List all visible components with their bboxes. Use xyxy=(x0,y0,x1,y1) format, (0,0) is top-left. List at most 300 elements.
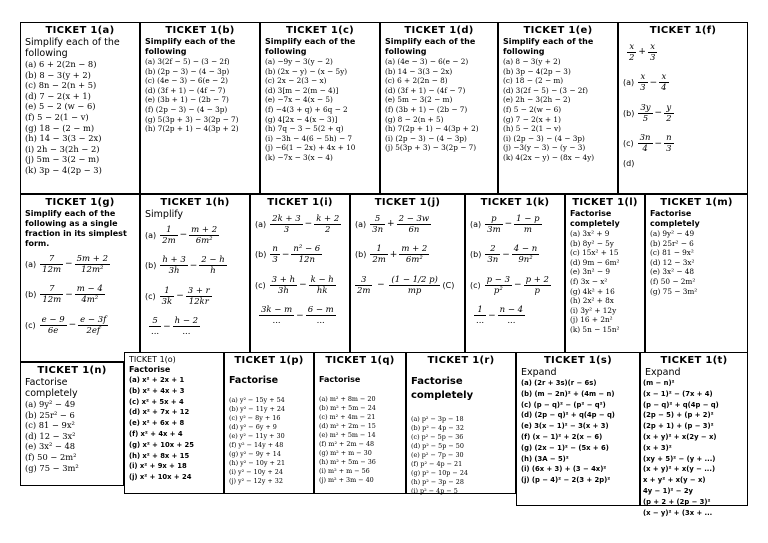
fraction: $\frac{n}{3}$ xyxy=(666,133,672,154)
fraction: $\frac{m + 2}{\text{6m²}}$ xyxy=(191,224,218,246)
nested-fraction: $\frac{3}{2m}$ − $\frac{(1 - 1/2 p)}{mp}$ (C) xyxy=(357,274,455,296)
question-list xyxy=(385,57,493,153)
instruction: Factorise completely xyxy=(411,376,474,401)
fraction: $\frac{m - 4}{\text{4m²}}$ xyxy=(76,284,103,305)
part-label: (c) xyxy=(25,320,36,330)
question-item: (k) 5n − 15n² xyxy=(570,324,620,334)
question-item: (j) (p − 4)² − 2(3 + 2p)² xyxy=(521,476,611,485)
question-item: (e) 5m − 3(2 − m) xyxy=(385,95,453,105)
question-item: (2p − 5) + (p + 2)² xyxy=(643,411,714,420)
question-item: (b) 14 − 3(3 − 2x) xyxy=(385,66,453,76)
ticket-1m xyxy=(645,194,748,362)
question-item: (d) (2p − q)² + q(4p − q) xyxy=(521,411,615,420)
fraction: $\frac{3 + r}{12kr}$ xyxy=(187,285,210,307)
part-label: (a) xyxy=(355,219,367,229)
question-item: (f) 5 − 2(1 − v) xyxy=(25,111,89,122)
instruction: Factorise xyxy=(229,375,279,386)
question-item: (f) (x − 1)² + 2(x − 6) xyxy=(521,432,603,441)
question-item: (c) y² − 8y + 16 xyxy=(229,414,281,422)
part-label: (c) xyxy=(255,280,266,290)
fraction-rows xyxy=(255,209,345,331)
question-item: (f) y² − 14y + 48 xyxy=(229,441,284,449)
question-item: (f) (2p − 3) − (4 − 3p) xyxy=(145,104,228,114)
question-item: (d) x² + 7x + 12 xyxy=(129,408,190,417)
question-item: (2p + 1) + (p − 3)² xyxy=(643,422,714,431)
question-item: (d) y² − 6y + 9 xyxy=(229,423,277,431)
fraction: $\frac{1 - p}{m}$ xyxy=(516,213,540,235)
question-item: (k) −7x − 3(x − 4) xyxy=(265,152,333,162)
question-item: (e) (3b + 1) − (2b − 7) xyxy=(145,95,229,105)
fraction-question xyxy=(355,209,460,240)
question-item: (g) 75 − 3m² xyxy=(25,462,79,473)
fraction: $\frac{n}{3}$ xyxy=(272,244,278,265)
ticket-title: TICKET 1(f) xyxy=(649,25,717,36)
part-label: (d) xyxy=(623,159,635,168)
fraction-question xyxy=(623,129,743,160)
ticket-title: TICKET 1(j) xyxy=(374,197,441,208)
fraction: $\frac{7}{12m}$ xyxy=(42,284,62,305)
question-item: (a) 6 + 2(2n − 8) xyxy=(25,59,97,69)
question-item: (h) 14 − 3(3 − 2x) xyxy=(25,133,102,144)
question-item: (f) m² + 2m − 48 xyxy=(319,440,375,448)
operator: − xyxy=(504,219,513,229)
fraction: $\frac{5}{3n}$ xyxy=(372,213,384,235)
ticket-1p xyxy=(224,352,314,494)
question-item: (g) p² − 10p − 24 xyxy=(411,469,468,477)
ticket-title: TICKET 1(e) xyxy=(523,25,593,36)
fraction: $\frac{4 - n}{\text{9n²}}$ xyxy=(513,244,538,265)
question-item: (p − q)² + q(4p − q) xyxy=(643,400,719,409)
fraction-question xyxy=(623,98,743,129)
question-item: (g) x² + 10x + 25 xyxy=(129,440,194,449)
question-item: (j) y² − 12y + 32 xyxy=(229,477,283,485)
question-item: (e) −7x − 4(x − 5) xyxy=(265,95,333,105)
question-item: (j) 5(3p + 3) − 3(2p − 7) xyxy=(385,143,477,153)
instruction: Simplify xyxy=(145,209,184,220)
question-item: (j) 16 + 2n² xyxy=(570,315,613,325)
question-item: (e) 3x² − 48 xyxy=(25,441,76,452)
question-item: 4y − 1)² − 2y xyxy=(643,486,693,495)
question-item: (h) m² + 5m − 36 xyxy=(319,458,376,466)
fraction-question xyxy=(145,281,245,312)
question-item: (g) y² − 9y + 14 xyxy=(229,450,281,458)
fraction: 6 − m ... xyxy=(307,305,334,326)
fraction-question xyxy=(25,280,135,311)
fraction: $\frac{1}{2m}$ xyxy=(372,244,386,265)
operator: − xyxy=(296,310,304,321)
question-item: (k) 3p − 4(2p − 3) xyxy=(25,164,102,175)
question-item: (i) m² + m − 56 xyxy=(319,467,370,475)
question-item: (e) 5 − 2 (w − 6) xyxy=(25,101,96,112)
question-item: (c) 15x² + 15 xyxy=(570,248,619,258)
question-list xyxy=(521,378,635,486)
fraction: $\frac{x}{4}$ xyxy=(661,72,667,93)
question-item: (c) (4e − 3) − 6(e − 2) xyxy=(145,76,228,86)
question-item: (a) 9y² − 49 xyxy=(650,229,695,238)
question-item: x + y² + x(y − x) xyxy=(643,476,706,485)
question-list xyxy=(265,57,375,163)
question-item: (d) (3f + 1) − (4f − 7) xyxy=(385,85,466,95)
fraction: 3k − m ... xyxy=(261,305,293,326)
ticket-title: TICKET 1(h) xyxy=(160,197,230,208)
fraction: $\frac{1}{3k}$ xyxy=(161,285,173,307)
question-item: (c) 81 − 9x² xyxy=(25,420,75,431)
ticket-1a xyxy=(20,22,140,194)
fraction: $\frac{2 - 3w}{6n}$ xyxy=(398,213,430,235)
part-label: (a) xyxy=(145,230,157,240)
question-item: (h) (3A − 5)² xyxy=(521,454,569,463)
question-item: (g) 18 − (2 − m) xyxy=(25,122,95,133)
instruction: Factorise xyxy=(319,375,361,384)
ticket-title: TICKET 1(l) xyxy=(572,197,638,208)
fraction-question xyxy=(355,240,460,271)
question-list xyxy=(643,378,743,518)
operator: − xyxy=(514,280,522,290)
ticket-1i xyxy=(250,194,350,362)
question-item: (c) (p − q)² − (p² − q²) xyxy=(521,400,606,409)
question-item: (d) 7 − 2(x + 1) xyxy=(25,90,91,101)
fraction-question xyxy=(470,270,560,301)
question-item: (j) −3(y − 3) − (y − 3) xyxy=(503,143,586,153)
question-item: (g) 7 − 2(x + 1) xyxy=(503,114,561,124)
ticket-title: TICKET 1(n) xyxy=(37,365,107,376)
operator: − xyxy=(502,249,510,260)
ticket-title: TICKET 1(s) xyxy=(543,355,613,366)
operator: − xyxy=(68,320,77,330)
operator: − xyxy=(189,260,198,271)
part-label: (c) xyxy=(470,280,481,290)
question-item: (b) p² − 4p − 32 xyxy=(411,424,464,432)
part-label: (c) xyxy=(145,291,156,301)
question-item: (j) m² + 3m − 40 xyxy=(319,476,374,484)
question-item: (h) 2x² + 8x xyxy=(570,296,614,306)
fraction-question xyxy=(25,310,135,341)
question-item: (j) −6(1 − 2x) + 4x + 10 xyxy=(265,143,356,153)
question-item: (c) 18 − (2 − m) xyxy=(503,76,564,86)
part-label: (b) xyxy=(255,250,267,259)
question-item: (x − 1)² − (7x + 4) xyxy=(643,389,713,398)
ticket-title: TICKET 1(p) xyxy=(234,355,304,366)
question-item: (b) m² + 5m − 24 xyxy=(319,404,376,412)
fraction-rows xyxy=(355,209,460,270)
question-item: (b) y² − 11y + 24 xyxy=(229,405,285,413)
part-label: (a) xyxy=(470,219,482,229)
question-list xyxy=(25,59,135,176)
ticket-title: TICKET 1(r) xyxy=(427,355,495,366)
operator: − xyxy=(65,289,73,300)
question-item: (f) −4(3 + q) + 6q − 2 xyxy=(265,104,348,114)
part-label: (b) xyxy=(355,250,367,259)
question-item: (b) 8y² − 5y xyxy=(570,238,614,248)
ticket-1c xyxy=(260,22,380,194)
ticket-1t xyxy=(640,352,748,517)
ticket-1g xyxy=(20,194,140,362)
fraction: $\frac{p}{3m}$ xyxy=(487,213,501,235)
fraction: 1 ... xyxy=(476,305,485,326)
question-item: (f) x² + 4x + 4 xyxy=(129,429,183,438)
question-item: (m − n)² xyxy=(643,379,675,387)
question-item: (d) 3[m − 2(m − 4)] xyxy=(265,85,339,95)
part-label: (b) xyxy=(25,290,37,299)
fraction-question xyxy=(470,240,560,271)
question-item: (f) p² − 4p − 21 xyxy=(411,460,463,468)
operator: + xyxy=(638,47,646,57)
instruction: Expand xyxy=(645,367,681,378)
question-item: (f) 50 − 2m² xyxy=(25,451,77,462)
fraction: $\frac{3 + h}{3h}$ xyxy=(271,274,296,296)
question-item: (a) −9y − 3(y − 2) xyxy=(265,57,333,66)
ticket-1d xyxy=(380,22,498,194)
question-item: (j) x² + 10x + 24 xyxy=(129,473,192,482)
ticket-title: TICKET 1(i) xyxy=(267,197,333,208)
ticket-title: TICKET 1(c) xyxy=(285,25,355,36)
question-item: (a) (4e − 3) − 6(e − 2) xyxy=(385,57,469,66)
operator: − xyxy=(649,77,658,88)
fraction: $\frac{x}{3}$ xyxy=(640,72,646,93)
fraction: $\frac{y}{2}$ xyxy=(666,102,672,124)
question-item: (f) 3x − x² xyxy=(570,276,608,286)
question-item: (d) p² − 5p − 50 xyxy=(411,442,464,450)
question-list xyxy=(129,375,219,483)
part-label: (a) xyxy=(25,259,37,269)
question-item: (e) 3(x − 1)² − 3(x + 3) xyxy=(521,422,609,431)
question-item: (i) −3h − 4(6 − 5h) − 7 xyxy=(265,133,353,143)
operator: − xyxy=(163,321,171,332)
question-item: (e) m² + 5m − 14 xyxy=(319,431,376,439)
question-item: (d) 12 − 3x² xyxy=(650,257,695,267)
question-item: (x + 3)² xyxy=(643,443,672,452)
fraction: n − 4 ... xyxy=(499,305,524,326)
question-item: (g) 8 − 2(n + 5) xyxy=(385,114,444,124)
ticket-1r xyxy=(406,352,516,494)
question-list xyxy=(503,57,613,163)
part-label: (b) xyxy=(145,261,157,270)
fraction-question xyxy=(470,301,560,332)
ticket-1j xyxy=(350,194,465,362)
operator: − xyxy=(654,108,663,118)
question-item: (e) p² − 7p − 30 xyxy=(411,451,464,459)
question-item: (x − y)² + (3x + ... xyxy=(643,508,713,517)
question-item: (h) p² − 3p − 28 xyxy=(411,478,464,486)
instruction: Factorise completely xyxy=(570,209,620,228)
question-item: (h) y² − 10y + 21 xyxy=(229,459,286,467)
question-item: (p + 2 + (2p − 3)² xyxy=(643,497,711,506)
fraction: $\frac{h + 3}{3h}$ xyxy=(162,255,186,276)
fraction-rows xyxy=(470,209,560,331)
ticket-title: TICKET 1(d) xyxy=(404,25,474,36)
fraction: 5 ... xyxy=(151,316,160,337)
fraction-question xyxy=(623,37,743,68)
question-item: (b) 8 − 3(y + 2) xyxy=(25,69,91,80)
fraction: $\frac{2 - h}{h}$ xyxy=(201,255,225,276)
fraction: $\frac{\text{n² − 6}}{12n}$ xyxy=(293,244,321,265)
fraction: $\frac{k + 2}{2}$ xyxy=(316,213,340,235)
fraction: $\frac{3n}{4}$ xyxy=(639,133,651,154)
fraction: $\frac{x}{2}$ xyxy=(629,41,635,63)
question-item: (d) 9m − 6m² xyxy=(570,257,620,267)
part-label: (a) xyxy=(255,219,267,229)
fraction: $\frac{p + 2}{p}$ xyxy=(525,274,549,296)
fraction-rows xyxy=(25,249,135,341)
ticket-1q xyxy=(314,352,406,494)
ticket-title: TICKET 1(g) xyxy=(45,197,115,208)
fraction-question xyxy=(255,301,345,332)
question-item: (c) 2x − 2(3 − x) xyxy=(265,76,327,86)
question-item: (h) x² + 8x + 15 xyxy=(129,451,190,460)
operator: − xyxy=(281,249,290,260)
question-item: (j) 5m − 3(2 − m) xyxy=(25,154,100,165)
fraction: $\frac{m + 2}{\text{6m²}}$ xyxy=(401,244,428,265)
ticket-1e xyxy=(498,22,618,194)
instruction: Simplify each of the following xyxy=(25,37,120,59)
fraction-question xyxy=(145,251,245,282)
fraction-question xyxy=(470,209,560,240)
question-list xyxy=(25,399,119,473)
question-item: (i) 2h − 3(2h − 2) xyxy=(25,143,100,154)
question-item: (f) (3b + 1) − (2b − 7) xyxy=(385,104,468,114)
fraction-question xyxy=(25,249,135,280)
operator: − xyxy=(65,259,73,269)
operator: − xyxy=(654,138,663,149)
question-item: (x + y)² + x(y − ...) xyxy=(643,465,716,474)
question-list xyxy=(319,395,401,485)
question-item: (k) 4(2x − y) − (8x − 4y) xyxy=(503,152,595,162)
question-item: (b) x² + 4x + 3 xyxy=(129,386,185,395)
question-item: (a) m² + 8m − 20 xyxy=(319,395,376,403)
question-item: (f) 5 − 2(w − 6) xyxy=(503,104,562,114)
question-item: (e) x² + 6x + 8 xyxy=(129,419,185,428)
fraction: $\frac{3y}{5}$ xyxy=(640,102,651,124)
fraction: $\frac{k - h}{hk}$ xyxy=(310,274,334,296)
fraction-question xyxy=(255,270,345,301)
ticket-title: TICKET 1(a) xyxy=(45,25,115,36)
question-item: (a) (2r + 3s)(r − 6s) xyxy=(521,379,597,387)
question-item: (a) 8 − 3(y + 2) xyxy=(503,57,561,66)
question-item: (h) 7q − 3 − 5(2 + q) xyxy=(265,124,344,134)
question-item: (h) 7(2p + 1) − 4(3p + 2) xyxy=(385,124,479,134)
part-label: (a) xyxy=(623,78,635,87)
ticket-1o xyxy=(124,352,224,494)
fraction-question xyxy=(145,312,245,343)
question-item: (a) 3x² + 9 xyxy=(570,229,610,238)
fraction-question xyxy=(255,209,345,240)
question-item: (i) p² − 4p − 5 xyxy=(411,487,458,495)
instruction: Simplify each of the following xyxy=(503,37,594,56)
ticket-1s xyxy=(516,352,640,506)
question-item: (a) p² − 3p − 18 xyxy=(411,415,464,423)
instruction: Factorise xyxy=(129,365,171,374)
question-item: (c) 6 + 2(2n − 8) xyxy=(385,76,448,86)
ticket-1l xyxy=(565,194,645,362)
ticket-1h xyxy=(140,194,250,362)
question-item: (e) 3x² − 48 xyxy=(650,267,695,277)
ticket-title: TICKET 1(k) xyxy=(480,197,550,208)
ticket-1n xyxy=(20,362,124,486)
fraction-rows xyxy=(623,37,743,159)
question-item: (e) y² − 11y + 30 xyxy=(229,432,285,440)
question-item: (c) x² + 5x + 4 xyxy=(129,397,184,406)
ticket-1k xyxy=(465,194,565,362)
question-item: (b) 25r² − 6 xyxy=(25,409,75,420)
question-item: (b) 3p − 4(2p − 3) xyxy=(503,66,571,76)
instruction: Simplify each of the following xyxy=(385,37,476,56)
question-item: (e) 2h − 3(2h − 2) xyxy=(503,95,571,105)
operator: − xyxy=(176,291,184,301)
fraction: $\frac{p - 3}{\text{p²}}$ xyxy=(486,274,511,296)
fraction: $\frac{e - 9}{6e}$ xyxy=(41,314,65,336)
question-item: (g) 4[2x − 4(x − 3)] xyxy=(265,114,338,124)
question-item: (i) x² + 9x + 18 xyxy=(129,462,187,471)
ticket-1f xyxy=(618,22,748,194)
question-item: (d) 3(2f − 5) − (3 − 2f) xyxy=(503,85,588,95)
question-item: (i) 3y² + 12y xyxy=(570,305,617,315)
operator: + xyxy=(389,249,398,260)
question-item: (g) 5(3p + 3) − 3(2p − 7) xyxy=(145,114,239,124)
ticket-title: TICKET 1(b) xyxy=(165,25,235,36)
question-item: (d) (3f + 1) − (4f − 7) xyxy=(145,85,226,95)
operator: − xyxy=(179,230,188,240)
fraction: $\frac{x}{3}$ xyxy=(649,41,656,63)
instruction: Expand xyxy=(521,367,557,378)
instruction: Simplify each of the following xyxy=(145,37,236,56)
instruction: Factorise completely xyxy=(650,209,700,228)
question-list xyxy=(145,57,255,134)
question-item: (i) (2p − 3) − (4 − 3p) xyxy=(503,133,585,143)
question-item: (c) p² − 5p − 36 xyxy=(411,433,464,441)
fraction: $\frac{5m + 2}{\text{12m²}}$ xyxy=(76,253,108,275)
fraction-question xyxy=(623,68,743,99)
ticket-title: TICKET 1(o) xyxy=(129,355,176,364)
question-item: (a) x² + 2x + 1 xyxy=(129,376,185,384)
question-item: (g) (2x − 1)² − (5x + 6) xyxy=(521,443,609,452)
fraction: h − 2 ... xyxy=(174,316,199,337)
fraction: $\frac{2k + 3}{3}$ xyxy=(272,213,301,235)
question-list xyxy=(650,229,743,296)
fraction: $\frac{1}{2m}$ xyxy=(162,224,176,246)
question-item: (d) 12 − 3x² xyxy=(25,430,76,441)
instruction: Simplify each of the following as a single fraction in its simplest form. xyxy=(25,209,127,248)
question-item: (x + y)² + x(2y − x) xyxy=(643,432,717,441)
question-list xyxy=(411,415,511,496)
question-item: (c) m² + 4m − 21 xyxy=(319,413,376,421)
operator: + xyxy=(387,219,395,229)
fraction: $\frac{2}{3n}$ xyxy=(487,244,499,265)
question-item: (g) m² + m − 30 xyxy=(319,449,372,457)
question-item: (b) (m − 2n)² + (4m − n) xyxy=(521,389,615,398)
ticket-1b xyxy=(140,22,260,194)
ticket-title: TICKET 1(m) xyxy=(660,197,733,208)
question-list xyxy=(570,229,640,335)
question-item: (f) 50 − 2m² xyxy=(650,276,696,286)
question-item: (c) 81 − 9x² xyxy=(650,248,694,258)
question-item: (h) 5 − 2(1 − v) xyxy=(503,124,561,134)
question-item: (a) 3(2f − 5) − (3 − 2f) xyxy=(145,57,230,66)
fraction: $\frac{7}{12m}$ xyxy=(42,253,62,275)
operator: − xyxy=(488,310,496,321)
question-item: (h) 7(2p + 1) − 4(3p + 2) xyxy=(145,124,239,134)
question-item: (i) y² − 10y + 24 xyxy=(229,468,283,476)
operator: − xyxy=(299,280,307,290)
question-item: (g) 4k² + 16 xyxy=(570,286,615,296)
instruction: Factorise completely xyxy=(25,377,78,399)
question-item: (b) 25r² − 6 xyxy=(650,238,694,248)
part-label: (b) xyxy=(470,250,482,259)
question-item: (i) (2p − 3) − (4 − 3p) xyxy=(385,133,467,143)
ticket-title: TICKET 1(q) xyxy=(325,355,395,366)
question-item: (xy + 5)² − (y + ...) xyxy=(643,454,716,463)
question-item: (d) m² + 2m − 15 xyxy=(319,422,376,430)
question-item: (i) (6x + 3) + (3 − 4x)² xyxy=(521,465,607,474)
